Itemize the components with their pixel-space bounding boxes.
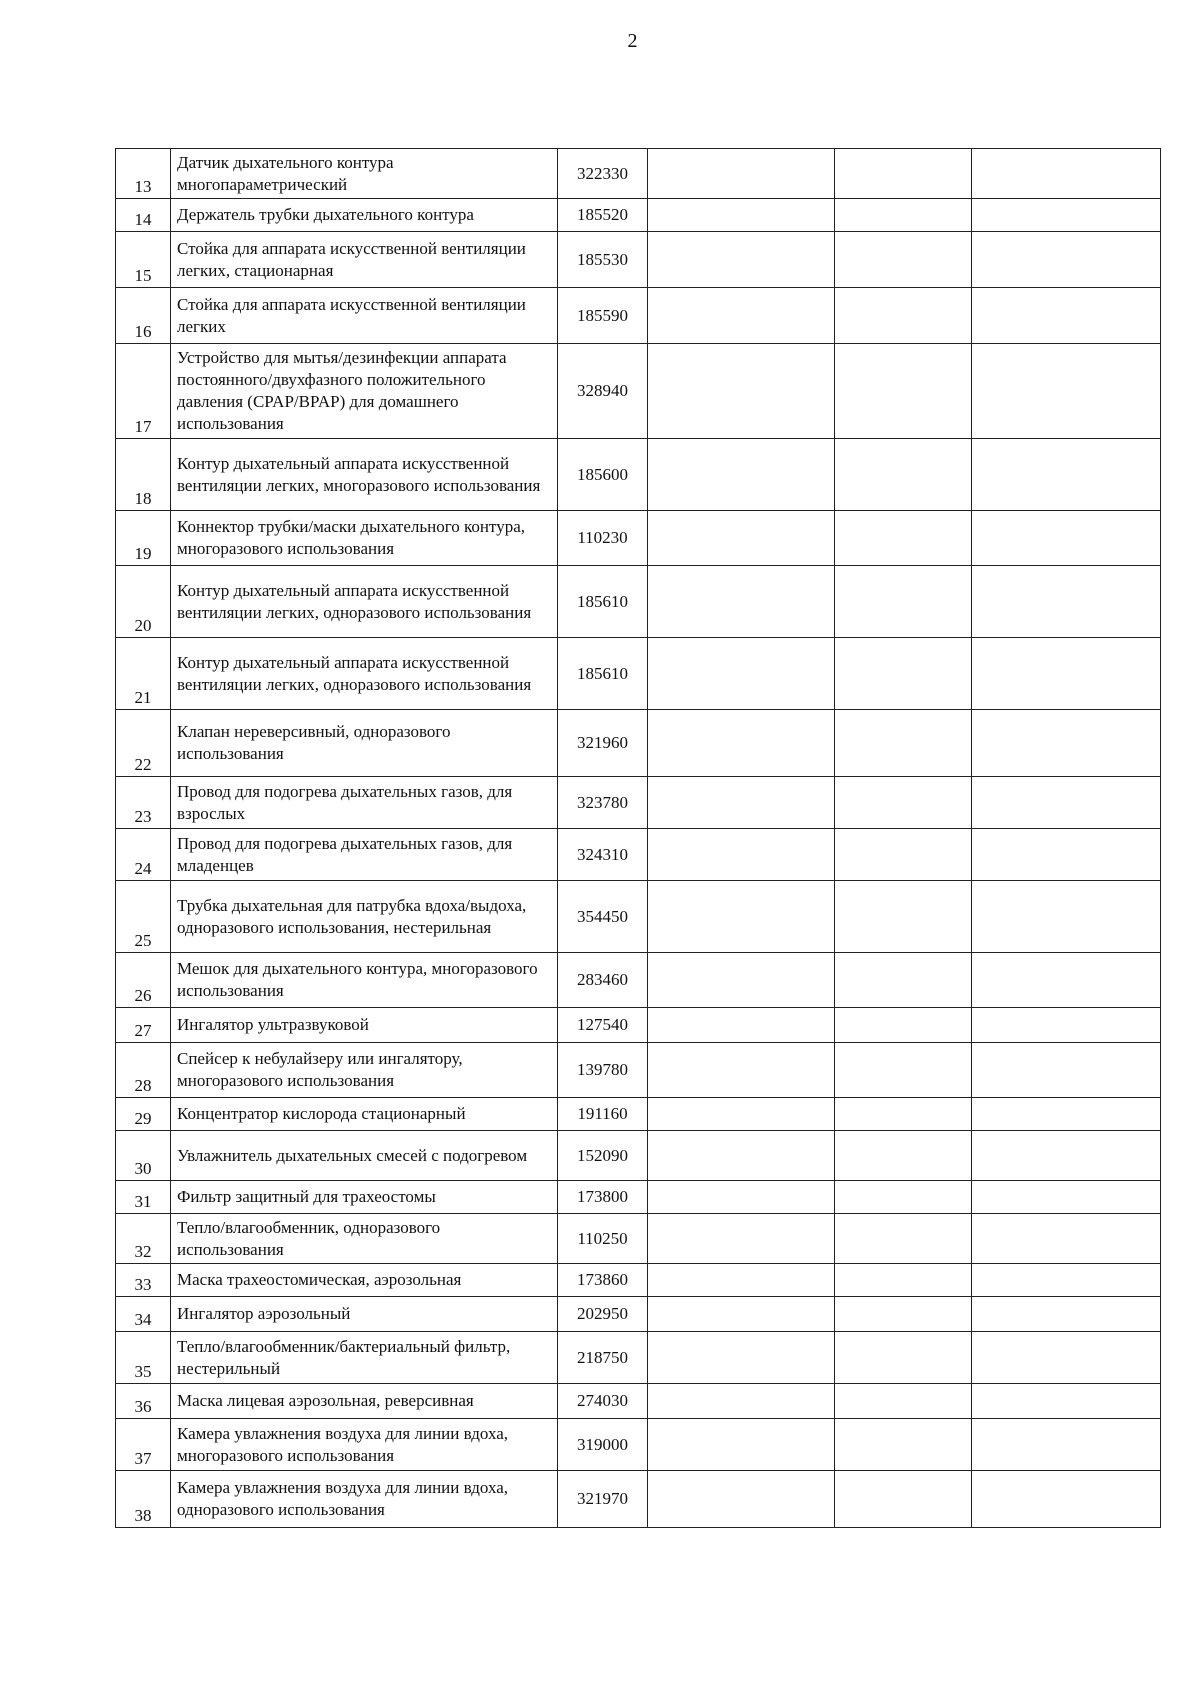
item-code: 328940 [558, 344, 648, 439]
row-number: 14 [116, 199, 171, 232]
item-name: Тепло/влагообменник/бактериальный фильтр, нестерильный [171, 1332, 558, 1384]
item-code: 283460 [558, 953, 648, 1008]
item-code: 354450 [558, 881, 648, 953]
empty-cell [648, 199, 835, 232]
empty-cell [648, 1264, 835, 1297]
row-number: 29 [116, 1098, 171, 1131]
empty-cell [835, 1098, 972, 1131]
empty-cell [835, 1384, 972, 1419]
row-number: 38 [116, 1471, 171, 1528]
table-row [116, 1471, 1161, 1528]
row-number: 23 [116, 777, 171, 829]
empty-cell [835, 439, 972, 511]
row-number: 13 [116, 149, 171, 199]
empty-cell [972, 1131, 1161, 1181]
item-name: Спейсер к небулайзеру или ингалятору, многоразового использования [171, 1043, 558, 1098]
item-name: Трубка дыхательная для патрубка вдоха/выдоха, одноразового использования, нестерильная [171, 881, 558, 953]
item-name: Увлажнитель дыхательных смесей с подогревом [171, 1131, 558, 1181]
table-row [116, 1384, 1161, 1419]
table-row [116, 638, 1161, 710]
empty-cell [648, 1008, 835, 1043]
row-number: 22 [116, 710, 171, 777]
empty-cell [835, 1264, 972, 1297]
equipment-table-body [116, 149, 1161, 1528]
empty-cell [972, 1214, 1161, 1264]
item-code: 185590 [558, 288, 648, 344]
empty-cell [648, 1043, 835, 1098]
table-row [116, 1297, 1161, 1332]
item-code: 139780 [558, 1043, 648, 1098]
empty-cell [835, 710, 972, 777]
table-row [116, 511, 1161, 566]
table-row [116, 149, 1161, 199]
item-code: 321970 [558, 1471, 648, 1528]
empty-cell [648, 829, 835, 881]
empty-cell [648, 638, 835, 710]
row-number: 31 [116, 1181, 171, 1214]
table-row [116, 344, 1161, 439]
empty-cell [648, 149, 835, 199]
empty-cell [648, 1297, 835, 1332]
row-number: 24 [116, 829, 171, 881]
table-row [116, 1419, 1161, 1471]
item-code: 324310 [558, 829, 648, 881]
row-number: 34 [116, 1297, 171, 1332]
item-code: 185610 [558, 566, 648, 638]
item-name: Клапан нереверсивный, одноразового использования [171, 710, 558, 777]
item-name: Фильтр защитный для трахеостомы [171, 1181, 558, 1214]
item-code: 185610 [558, 638, 648, 710]
table-row [116, 710, 1161, 777]
empty-cell [835, 566, 972, 638]
row-number: 19 [116, 511, 171, 566]
row-number: 37 [116, 1419, 171, 1471]
table-row [116, 829, 1161, 881]
empty-cell [972, 511, 1161, 566]
table-row [116, 1332, 1161, 1384]
page-number: 2 [627, 30, 638, 52]
empty-cell [972, 777, 1161, 829]
table-row [116, 1181, 1161, 1214]
table-row [116, 1214, 1161, 1264]
empty-cell [835, 344, 972, 439]
item-name: Тепло/влагообменник, одноразового использования [171, 1214, 558, 1264]
item-name: Концентратор кислорода стационарный [171, 1098, 558, 1131]
row-number: 32 [116, 1214, 171, 1264]
row-number: 21 [116, 638, 171, 710]
table-row [116, 199, 1161, 232]
empty-cell [648, 953, 835, 1008]
item-name: Камера увлажнения воздуха для линии вдоха, многоразового использования [171, 1419, 558, 1471]
table-row [116, 1264, 1161, 1297]
row-number: 28 [116, 1043, 171, 1098]
empty-cell [648, 511, 835, 566]
empty-cell [972, 1471, 1161, 1528]
row-number: 30 [116, 1131, 171, 1181]
empty-cell [835, 1008, 972, 1043]
empty-cell [972, 232, 1161, 288]
empty-cell [835, 829, 972, 881]
table-row [116, 288, 1161, 344]
empty-cell [972, 1332, 1161, 1384]
item-name: Контур дыхательный аппарата искусственной вентиляции легких, одноразового использования [171, 638, 558, 710]
empty-cell [648, 1471, 835, 1528]
empty-cell [835, 288, 972, 344]
item-name: Датчик дыхательного контура многопараметрический [171, 149, 558, 199]
row-number: 33 [116, 1264, 171, 1297]
row-number: 18 [116, 439, 171, 511]
item-code: 110230 [558, 511, 648, 566]
empty-cell [972, 439, 1161, 511]
row-number: 26 [116, 953, 171, 1008]
empty-cell [835, 953, 972, 1008]
row-number: 15 [116, 232, 171, 288]
item-name: Контур дыхательный аппарата искусственной вентиляции легких, многоразового использования [171, 439, 558, 511]
item-code: 322330 [558, 149, 648, 199]
empty-cell [972, 149, 1161, 199]
item-name: Контур дыхательный аппарата искусственной вентиляции легких, одноразового использования [171, 566, 558, 638]
empty-cell [648, 288, 835, 344]
empty-cell [972, 1043, 1161, 1098]
item-code: 185600 [558, 439, 648, 511]
item-name: Провод для подогрева дыхательных газов, для младенцев [171, 829, 558, 881]
table-row [116, 439, 1161, 511]
empty-cell [972, 199, 1161, 232]
item-code: 185530 [558, 232, 648, 288]
empty-cell [972, 881, 1161, 953]
empty-cell [648, 1214, 835, 1264]
table-row [116, 1008, 1161, 1043]
table-row [116, 566, 1161, 638]
item-name: Коннектор трубки/маски дыхательного контура, многоразового использования [171, 511, 558, 566]
row-number: 27 [116, 1008, 171, 1043]
empty-cell [648, 777, 835, 829]
empty-cell [835, 1214, 972, 1264]
item-name: Стойка для аппарата искусственной вентиляции легких, стационарная [171, 232, 558, 288]
empty-cell [972, 1181, 1161, 1214]
empty-cell [648, 1419, 835, 1471]
table-row [116, 777, 1161, 829]
empty-cell [972, 638, 1161, 710]
empty-cell [972, 1008, 1161, 1043]
empty-cell [835, 1332, 972, 1384]
empty-cell [648, 1332, 835, 1384]
table-row [116, 953, 1161, 1008]
empty-cell [835, 1297, 972, 1332]
item-name: Ингалятор аэрозольный [171, 1297, 558, 1332]
row-number: 36 [116, 1384, 171, 1419]
item-name: Мешок для дыхательного контура, многоразового использования [171, 953, 558, 1008]
row-number: 25 [116, 881, 171, 953]
empty-cell [972, 1419, 1161, 1471]
item-name: Камера увлажнения воздуха для линии вдоха, одноразового использования [171, 1471, 558, 1528]
item-code: 152090 [558, 1131, 648, 1181]
item-name: Маска лицевая аэрозольная, реверсивная [171, 1384, 558, 1419]
item-name: Ингалятор ультразвуковой [171, 1008, 558, 1043]
item-code: 185520 [558, 199, 648, 232]
empty-cell [835, 511, 972, 566]
empty-cell [648, 710, 835, 777]
item-code: 202950 [558, 1297, 648, 1332]
item-code: 127540 [558, 1008, 648, 1043]
empty-cell [835, 1419, 972, 1471]
empty-cell [835, 1471, 972, 1528]
item-name: Провод для подогрева дыхательных газов, для взрослых [171, 777, 558, 829]
empty-cell [648, 566, 835, 638]
empty-cell [648, 1098, 835, 1131]
item-code: 173860 [558, 1264, 648, 1297]
item-code: 323780 [558, 777, 648, 829]
empty-cell [972, 1098, 1161, 1131]
empty-cell [972, 288, 1161, 344]
empty-cell [648, 881, 835, 953]
empty-cell [648, 439, 835, 511]
empty-cell [835, 881, 972, 953]
empty-cell [972, 566, 1161, 638]
empty-cell [835, 777, 972, 829]
row-number: 20 [116, 566, 171, 638]
row-number: 17 [116, 344, 171, 439]
empty-cell [835, 199, 972, 232]
item-code: 321960 [558, 710, 648, 777]
item-code: 218750 [558, 1332, 648, 1384]
empty-cell [972, 1384, 1161, 1419]
table-row [116, 1131, 1161, 1181]
empty-cell [972, 829, 1161, 881]
item-code: 274030 [558, 1384, 648, 1419]
empty-cell [972, 953, 1161, 1008]
table-row [116, 232, 1161, 288]
empty-cell [835, 149, 972, 199]
item-code: 319000 [558, 1419, 648, 1471]
item-name: Устройство для мытья/дезинфекции аппарата постоянного/двухфазного положительного давления (CPAP/BPAP) для домашнего использования [171, 344, 558, 439]
empty-cell [972, 1264, 1161, 1297]
empty-cell [648, 1384, 835, 1419]
empty-cell [835, 1181, 972, 1214]
item-code: 110250 [558, 1214, 648, 1264]
empty-cell [835, 1131, 972, 1181]
empty-cell [972, 1297, 1161, 1332]
empty-cell [835, 1043, 972, 1098]
table-row [116, 1043, 1161, 1098]
item-code: 191160 [558, 1098, 648, 1131]
row-number: 35 [116, 1332, 171, 1384]
empty-cell [835, 638, 972, 710]
empty-cell [648, 1131, 835, 1181]
empty-cell [648, 232, 835, 288]
item-name: Стойка для аппарата искусственной вентиляции легких [171, 288, 558, 344]
empty-cell [972, 710, 1161, 777]
equipment-table [115, 148, 1161, 1528]
empty-cell [648, 344, 835, 439]
item-name: Маска трахеостомическая, аэрозольная [171, 1264, 558, 1297]
item-name: Держатель трубки дыхательного контура [171, 199, 558, 232]
empty-cell [835, 232, 972, 288]
item-code: 173800 [558, 1181, 648, 1214]
table-row [116, 881, 1161, 953]
empty-cell [648, 1181, 835, 1214]
row-number: 16 [116, 288, 171, 344]
empty-cell [972, 344, 1161, 439]
table-row [116, 1098, 1161, 1131]
